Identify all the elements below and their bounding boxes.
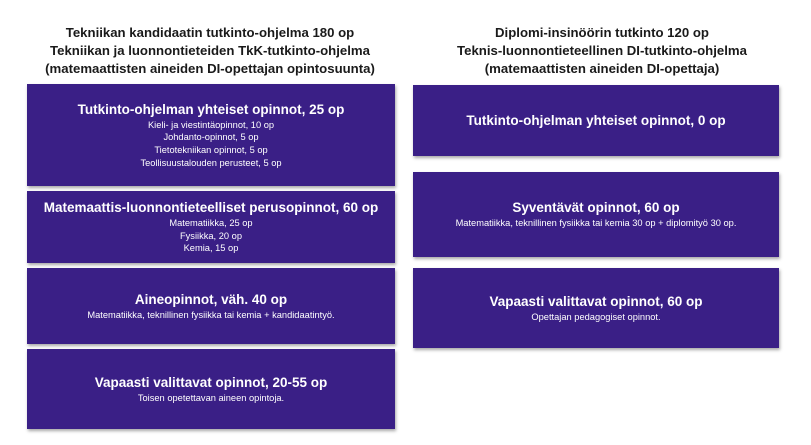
right-box-elective-studies-item: Opettajan pedagogiset opinnot.	[531, 311, 661, 322]
right-column-header	[412, 24, 792, 78]
right-box-advanced-studies-item: Matematiikka, teknillinen fysiikka tai kemia 30 op + diplomityö 30 op.	[455, 218, 737, 229]
left-box-common-studies-item: Kieli- ja viestintäopinnot, 10 op	[147, 119, 275, 130]
right-header-line-3: (matemaattisten aineiden DI-opettaja)	[484, 61, 720, 76]
left-box-subject-studies	[27, 268, 395, 344]
right-header-line-1: Diplomi-insinöörin tutkinto 120 op	[495, 25, 709, 40]
left-box-common-studies	[27, 84, 395, 186]
left-box-common-studies-item: Tietotekniikan opinnot, 5 op	[154, 145, 268, 155]
right-box-common-studies-title: Tutkinto-ohjelman yhteiset opinnot, 0 op	[466, 112, 726, 128]
right-box-common-studies	[413, 85, 779, 156]
right-box-elective-studies	[413, 268, 779, 348]
left-box-subject-studies-title: Aineopinnot, väh. 40 op	[134, 291, 288, 307]
left-box-basic-science-item: Kemia, 15 op	[183, 243, 239, 254]
left-header-line-3: (matemaattisten aineiden DI-opettajan opintosuunta)	[45, 61, 375, 76]
left-box-basic-science-item: Matematiikka, 25 op	[169, 218, 253, 229]
left-box-basic-science-title: Matemaattis-luonnontieteelliset perusopinnot, 60 op	[43, 200, 379, 216]
right-box-elective-studies-title: Vapaasti valittavat opinnot, 60 op	[489, 293, 703, 309]
right-box-advanced-studies-title: Syventävät opinnot, 60 op	[512, 200, 680, 216]
left-box-elective-studies-item: Toisen opetettavan aineen opintoja.	[137, 392, 285, 403]
left-box-elective-studies	[27, 349, 395, 429]
left-box-common-studies-title: Tutkinto-ohjelman yhteiset opinnot, 25 op	[77, 101, 345, 117]
left-box-common-studies-item: Johdanto-opinnot, 5 op	[163, 132, 259, 143]
left-header-line-1: Tekniikan kandidaatin tutkinto-ohjelma 180 op	[65, 25, 355, 40]
left-box-basic-science-studies	[27, 191, 395, 263]
left-header-line-2: Tekniikan ja luonnontieteiden TkK-tutkinto-ohjelma	[50, 43, 370, 58]
left-box-common-studies-item: Teollisuustalouden perusteet, 5 op	[140, 157, 282, 168]
left-box-elective-studies-title: Vapaasti valittavat opinnot, 20-55 op	[94, 374, 328, 390]
right-header-line-2: Teknis-luonnontieteellinen DI-tutkinto-ohjelma	[457, 43, 747, 58]
right-box-advanced-studies	[413, 172, 779, 257]
left-box-basic-science-item: Fysiikka, 20 op	[179, 230, 242, 241]
left-box-subject-studies-item: Matematiikka, teknillinen fysiikka tai kemia + kandidaatintyö.	[87, 309, 335, 320]
left-column-header	[20, 24, 400, 78]
